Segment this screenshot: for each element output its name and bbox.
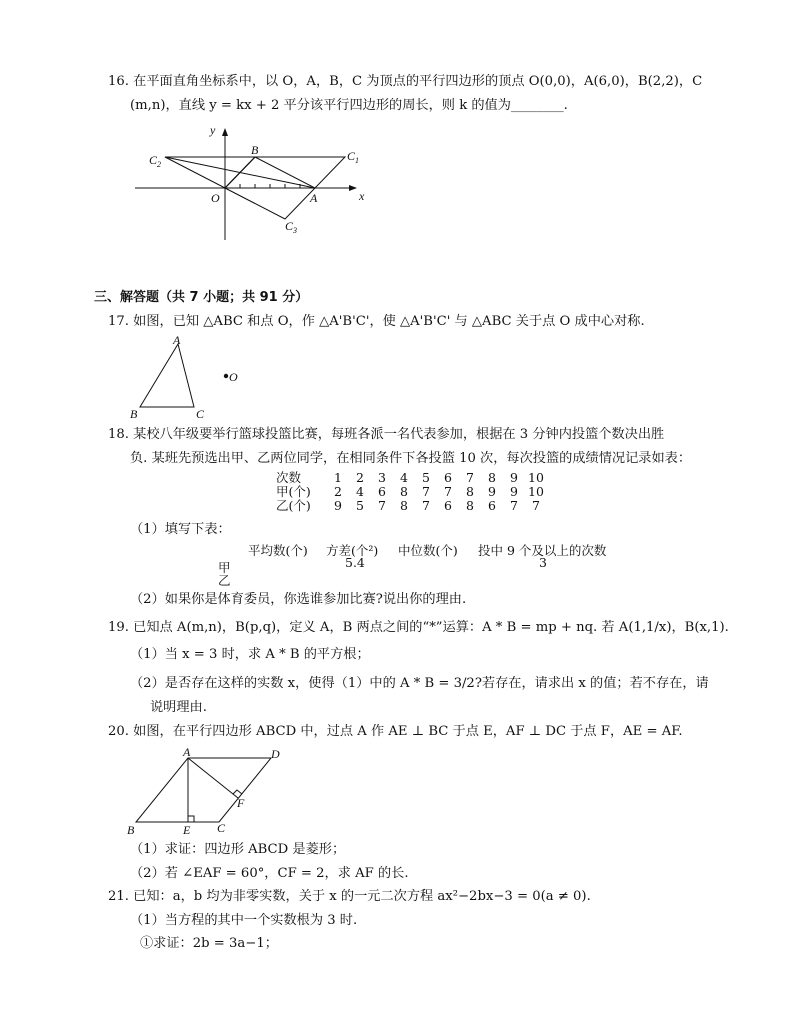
- record-cell: 2: [334, 484, 342, 499]
- point-o: [224, 374, 228, 378]
- q16-text-line1: 16. 在平面直角坐标系中，以 O，A，B，C 为顶点的平行四边形的顶点 O(0,0)，A(6,0)，B(2,2)，C: [108, 74, 703, 89]
- q19-text-line1: 19. 已知点 A(m,n)，B(p,q)，定义 A，B 两点之间的“*”运算：A * B = mp + nq. 若 A(1,1/x)，B(x,1).: [108, 620, 729, 635]
- q18-record-table: [276, 471, 546, 515]
- stats-header-median: 中位数(个): [398, 543, 458, 558]
- record-cell: 9: [334, 498, 342, 513]
- record-cell: 7: [422, 498, 430, 513]
- y-axis-arrow-icon: [222, 128, 228, 136]
- record-cell: 7: [422, 484, 430, 499]
- segment-af: [188, 758, 238, 798]
- label-D: D: [271, 747, 280, 761]
- q21-sub1: （1）当方程的其中一个实数根为 3 时.: [130, 913, 358, 928]
- stats-row-label-yi: 乙: [218, 573, 231, 588]
- stats-count-jia: 3: [539, 555, 547, 570]
- label-C1-main: C: [347, 149, 356, 163]
- record-cell: 8: [400, 498, 408, 513]
- record-cell: 7: [378, 498, 386, 513]
- label-C2: [149, 153, 161, 169]
- record-cell: 7: [444, 484, 452, 499]
- label-y: y: [210, 123, 216, 137]
- record-cell: 10: [528, 470, 544, 485]
- record-cell: 10: [528, 484, 544, 499]
- label-A: A: [310, 191, 318, 205]
- label-C3-sub: 3: [293, 226, 298, 235]
- record-cell: 4: [400, 470, 408, 485]
- parallelogram-abcd: [136, 758, 271, 822]
- record-cell: 8: [466, 498, 474, 513]
- record-cell: 1: [334, 470, 342, 485]
- record-cell: 7: [466, 470, 474, 485]
- record-cell: 8: [488, 470, 496, 485]
- q19-sub2-cont: 说明理由.: [150, 700, 207, 715]
- label-C2-main: C: [149, 153, 158, 167]
- stats-row-label-jia: 甲: [218, 560, 231, 575]
- label-C3: [285, 219, 297, 235]
- x-axis-ticks: [240, 184, 300, 188]
- record-header-yi: 乙(个): [276, 498, 311, 513]
- label-A: A: [173, 334, 181, 347]
- q20-sub2: （2）若 ∠EAF = 60°，CF = 2，求 AF 的长.: [130, 866, 409, 881]
- q21-text: 21. 已知：a，b 均为非零实数，关于 x 的一元二次方程 ax²−2bx−3 = 0(a ≠ 0).: [108, 889, 591, 904]
- record-cell: 6: [488, 498, 496, 513]
- q18-sub1: （1）填写下表：: [130, 522, 231, 537]
- q21-sub1a: ①求证：2b = 3a−1；: [140, 936, 278, 951]
- record-cell: 9: [488, 484, 496, 499]
- x-axis-arrow-icon: [349, 185, 357, 191]
- stats-header-count: 投中 9 个及以上的次数: [478, 543, 607, 558]
- label-C1-sub: 1: [355, 156, 360, 165]
- record-cell: 6: [444, 498, 452, 513]
- label-A: A: [183, 745, 191, 759]
- label-C: C: [217, 821, 226, 835]
- record-header-times: 次数: [276, 470, 302, 485]
- q18-stats-table: [218, 541, 628, 588]
- label-B: B: [130, 407, 138, 421]
- q18-sub2: （2）如果你是体育委员，你选谁参加比赛?说出你的理由.: [130, 592, 467, 607]
- q19-sub1: （1）当 x = 3 时，求 A * B 的平方根；: [130, 647, 370, 662]
- label-B: B: [251, 143, 259, 157]
- q17-text: 17. 如图，已知 △ABC 和点 O，作 △A'B'C'，使 △A'B'C' 与 △ABC 关于点 O 成中心对称.: [108, 314, 645, 329]
- triangle-abc: [140, 344, 194, 407]
- record-cell: 6: [378, 484, 386, 499]
- q16-text-line2: (m,n)，直线 y = kx + 2 平分该平行四边形的周长，则 k 的值为________.: [130, 98, 568, 113]
- record-cell: 7: [510, 498, 518, 513]
- record-cell: 6: [444, 470, 452, 485]
- record-cell: 5: [356, 498, 364, 513]
- right-angle-f-icon: [233, 790, 242, 794]
- label-E: E: [183, 823, 191, 837]
- label-C1: [347, 149, 359, 165]
- stats-header-mean: 平均数(个): [248, 543, 308, 558]
- q16-coordinate-figure: [135, 120, 370, 245]
- label-x: x: [359, 189, 365, 203]
- right-angle-e-icon: [188, 816, 194, 822]
- label-B: B: [127, 823, 135, 837]
- label-O: O: [229, 370, 238, 384]
- section-title: 三、解答题（共 7 小题；共 91 分）: [94, 290, 309, 305]
- record-cell: 9: [510, 484, 518, 499]
- record-cell: 7: [532, 498, 540, 513]
- stats-variance-jia: 5.4: [345, 555, 365, 570]
- q18-text-line1: 18. 某校八年级要举行篮球投篮比赛，每班各派一名代表参加，根据在 3 分钟内投篮个数决出胜: [108, 427, 665, 442]
- record-cell: 2: [356, 470, 364, 485]
- record-cell: 3: [378, 470, 386, 485]
- record-cell: 5: [422, 470, 430, 485]
- record-cell: 8: [400, 484, 408, 499]
- q20-rhombus-figure: [125, 744, 295, 838]
- record-cell: 8: [466, 484, 474, 499]
- q19-sub2: （2）是否存在这样的实数 x，使得（1）中的 A * B = 3/2?若存在，请求出 x 的值；若不存在，请: [130, 676, 709, 691]
- label-O: O: [211, 191, 220, 205]
- q20-sub1: （1）求证：四边形 ABCD 是菱形；: [130, 842, 346, 857]
- record-cell: 4: [356, 484, 364, 499]
- stats-header-variance: 方差(个²): [326, 543, 379, 558]
- q18-text-line2: 负. 某班先预选出甲、乙两位同学，在相同条件下各投篮 10 次，每次投篮的成绩情况记录如表：: [130, 451, 692, 466]
- label-C2-sub: 2: [157, 160, 162, 169]
- q17-triangle-figure: [128, 334, 248, 422]
- label-F: F: [237, 796, 245, 810]
- label-C: C: [196, 407, 205, 421]
- record-cell: 9: [510, 470, 518, 485]
- record-header-jia: 甲(个): [276, 484, 311, 499]
- label-C3-main: C: [285, 219, 294, 233]
- q20-text: 20. 如图，在平行四边形 ABCD 中，过点 A 作 AE ⊥ BC 于点 E，AF ⊥ DC 于点 F，AE = AF.: [108, 724, 683, 739]
